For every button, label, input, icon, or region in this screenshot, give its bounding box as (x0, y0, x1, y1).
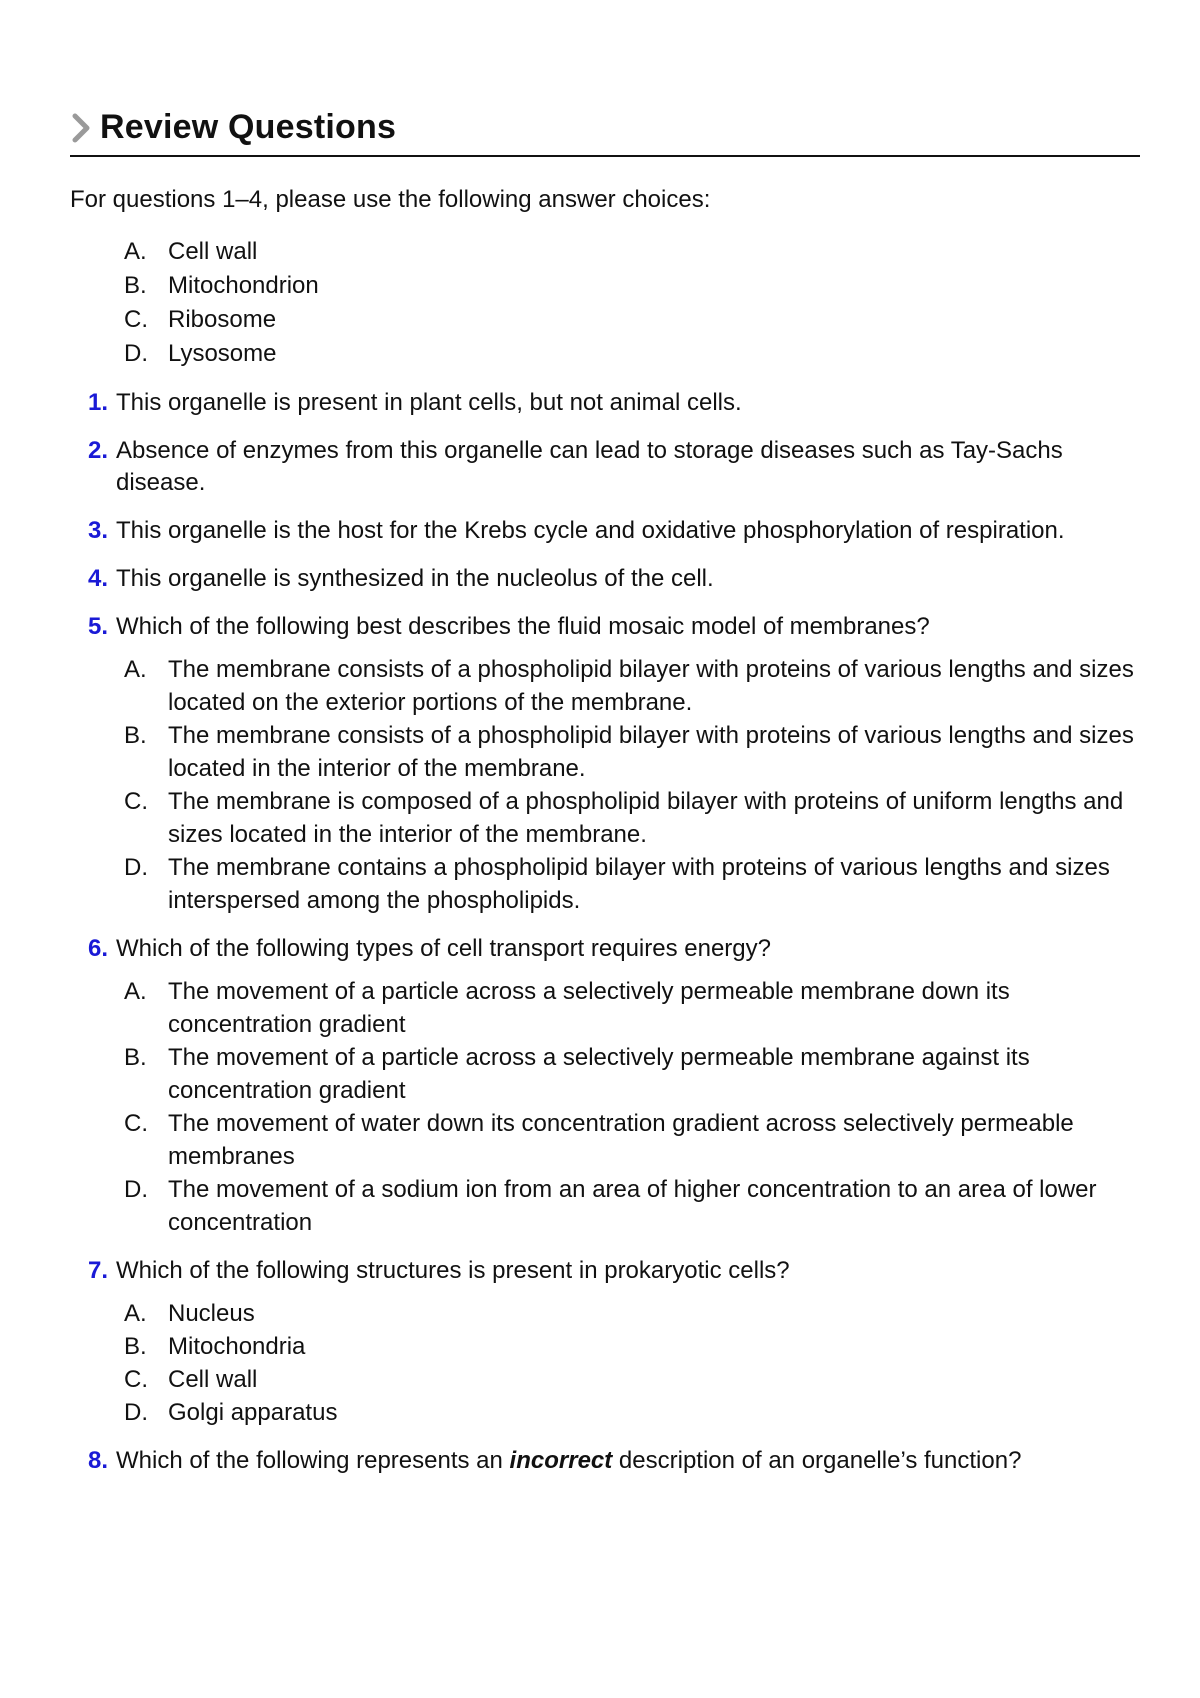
choice-text: The movement of water down its concentration gradient across selectively permeable membranes (168, 1110, 1074, 1170)
choice-text: Cell wall (168, 238, 258, 265)
list-item (124, 303, 1140, 337)
answer-choices (124, 1297, 1140, 1429)
list-item (124, 851, 1140, 917)
list-item (124, 975, 1140, 1041)
chevron-right-icon (70, 113, 92, 143)
choice-text: The membrane is composed of a phospholipid bilayer with proteins of uniform lengths and sizes located in the interior of the membrane. (168, 788, 1124, 848)
choice-letter: D. (124, 854, 148, 881)
choice-text: The movement of a particle across a selectively permeable membrane down its concentration gradient (168, 978, 1010, 1038)
question-number: 5. (87, 613, 108, 640)
question-text: Which of the following structures is present in prokaryotic cells? (116, 1257, 790, 1284)
list-item (124, 785, 1140, 851)
answer-choices (124, 653, 1140, 917)
question-text-after: description of an organelle’s function? (618, 1447, 1022, 1474)
question-text-before: Which of the following represents an (116, 1447, 503, 1474)
list-item (124, 1330, 1140, 1363)
question-2 (70, 435, 1140, 499)
choice-letter: B. (124, 1333, 147, 1360)
choice-letter: C. (124, 788, 148, 815)
list-item (124, 719, 1140, 785)
review-page (70, 108, 1140, 1477)
question-7 (70, 1255, 1140, 1429)
choice-letter: C. (124, 306, 148, 333)
choice-letter: C. (124, 1366, 148, 1393)
list-item (124, 1396, 1140, 1429)
emphasis-word: incorrect (509, 1447, 613, 1474)
choice-text: Mitochondrion (168, 272, 319, 299)
answer-choices (124, 975, 1140, 1239)
choice-letter: A. (124, 978, 147, 1005)
question-number: 8. (87, 1447, 108, 1474)
choice-text: The membrane consists of a phospholipid bilayer with proteins of various lengths and sizes located in the interior of the membrane. (168, 722, 1134, 782)
choice-text: The membrane contains a phospholipid bilayer with proteins of various lengths and sizes interspersed among the phospholipids. (168, 854, 1110, 914)
choice-text: The movement of a sodium ion from an area of higher concentration to an area of lower concentration (168, 1176, 1097, 1236)
list-item (124, 653, 1140, 719)
list-item (124, 235, 1140, 269)
choice-text: Mitochondria (168, 1333, 306, 1360)
choice-text: The movement of a particle across a selectively permeable membrane against its concentration gradient (168, 1044, 1030, 1104)
question-number: 6. (87, 935, 108, 962)
question-text: Which of the following types of cell transport requires energy? (116, 935, 771, 962)
list-item (124, 1173, 1140, 1239)
question-6 (70, 933, 1140, 1239)
list-item (124, 1107, 1140, 1173)
choice-text: Ribosome (168, 306, 277, 333)
question-8 (70, 1445, 1140, 1477)
choice-letter: A. (124, 656, 147, 683)
list-item (124, 1363, 1140, 1396)
choice-letter: D. (124, 340, 148, 367)
choice-letter: B. (124, 722, 147, 749)
question-5 (70, 611, 1140, 917)
choice-text: Nucleus (168, 1300, 255, 1327)
question-number: 2. (87, 437, 108, 464)
question-1 (70, 387, 1140, 419)
choice-letter: D. (124, 1176, 148, 1203)
choice-letter: A. (124, 1300, 147, 1327)
question-number: 4. (87, 565, 108, 592)
question-4 (70, 563, 1140, 595)
choice-text: The membrane consists of a phospholipid bilayer with proteins of various lengths and sizes located on the exterior portions of the membrane. (168, 656, 1134, 716)
choice-letter: B. (124, 1044, 147, 1071)
list-item (124, 337, 1140, 371)
question-number: 7. (87, 1257, 108, 1284)
choice-text: Golgi apparatus (168, 1399, 338, 1426)
question-text: Absence of enzymes from this organelle can lead to storage diseases such as Tay-Sachs disease. (116, 437, 1063, 496)
choice-text: Lysosome (168, 340, 277, 367)
question-text: This organelle is the host for the Krebs cycle and oxidative phosphorylation of respiration. (116, 517, 1065, 544)
shared-choices-list (124, 235, 1140, 371)
choice-letter: C. (124, 1110, 148, 1137)
list-item (124, 1041, 1140, 1107)
question-text (116, 1445, 1140, 1477)
choice-text: Cell wall (168, 1366, 258, 1393)
list-item (124, 269, 1140, 303)
question-list (70, 387, 1140, 1477)
question-number: 3. (87, 517, 108, 544)
question-number: 1. (87, 389, 108, 416)
question-text: This organelle is synthesized in the nucleolus of the cell. (116, 565, 714, 592)
question-text: Which of the following best describes the fluid mosaic model of membranes? (116, 613, 930, 640)
section-header (70, 108, 1140, 157)
intro-text: For questions 1–4, please use the following answer choices: (70, 186, 711, 213)
choice-letter: B. (124, 272, 147, 299)
list-item (124, 1297, 1140, 1330)
question-3 (70, 515, 1140, 547)
choice-letter: D. (124, 1399, 148, 1426)
section-title: Review Questions (100, 108, 397, 146)
choice-letter: A. (124, 238, 147, 265)
question-text: This organelle is present in plant cells, but not animal cells. (116, 389, 742, 416)
